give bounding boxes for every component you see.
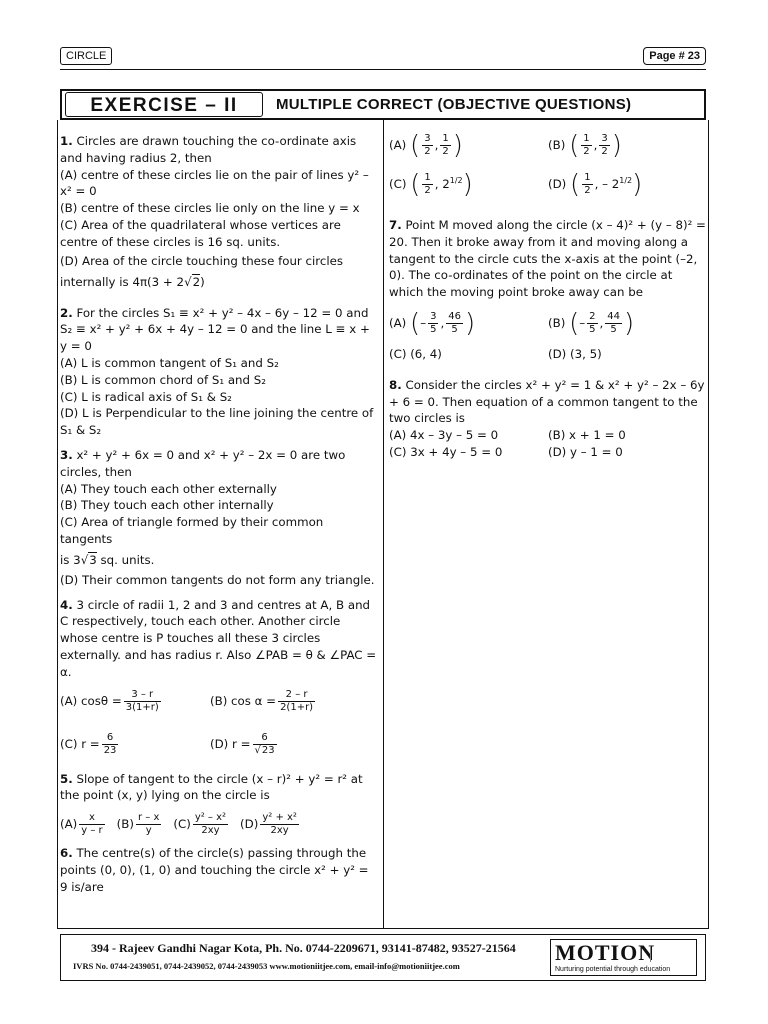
exponent: 1/2: [449, 176, 463, 185]
left-paren: (: [570, 169, 581, 200]
right-paren: ): [611, 130, 622, 161]
option-d: (D) y – 1 = 0: [548, 444, 623, 459]
option-c-continued: [60, 548, 378, 572]
option-d: (D) Their common tangents do not form any triangle.: [60, 572, 375, 587]
denominator: 2: [584, 185, 591, 196]
question-number: 2.: [60, 305, 73, 320]
chapter-label: CIRCLE: [60, 47, 112, 65]
options-grid: [60, 689, 378, 757]
fraction: [136, 812, 161, 837]
numerator: 1: [583, 133, 590, 144]
option-label: (B): [548, 315, 566, 330]
fraction: [446, 311, 463, 336]
denominator: 2: [424, 185, 431, 196]
denominator: 2: [601, 146, 608, 157]
fraction: [422, 172, 432, 197]
left-paren: (: [410, 130, 421, 161]
option-b: (B) They touch each other internally: [60, 498, 274, 513]
option-b: (B) ( $\frac{1}{2}$ , $\frac{3}{2}$ ): [548, 130, 622, 161]
option-a: (A) 4x – 3y – 5 = 0: [389, 428, 499, 443]
denominator: 5: [430, 323, 437, 335]
left-paren: (: [410, 169, 421, 200]
fraction: [422, 133, 432, 158]
option-c-text: is 3: [60, 552, 81, 567]
option-label: (C): [173, 817, 191, 832]
question-8: [389, 377, 707, 461]
option-d-text: (D) Area of the circle touching these four circles internally is 4π(3 + 2: [60, 253, 344, 289]
question-number: 1.: [60, 134, 73, 148]
question-stem: 3 circle of radii 1, 2 and 3 and centres at A, B and C respectively, touch each other. Another circle whose centre is P touches all these 3 circles externally. and has radius r. Also ∠PAB = θ & ∠PAC = α.: [60, 597, 377, 679]
question-number: 5.: [60, 771, 73, 786]
option-c: (C) Area of triangle formed by their common tangents: [60, 515, 324, 546]
option-a: [60, 689, 210, 714]
option-d: [210, 732, 378, 757]
option-b: (B) L is common chord of S₁ and S₂: [60, 372, 266, 387]
options-grid: [389, 308, 707, 363]
question-3: [60, 447, 378, 589]
option-a: (A) ( $\frac{3}{2}$ , $\frac{1}{2}$ ): [389, 130, 463, 161]
content-bottom-rule: [57, 928, 709, 929]
footer: [60, 934, 706, 981]
base: 2: [442, 177, 450, 191]
logo-side-text: [650, 946, 692, 962]
option-d: (D) L is Perpendicular to the line joining the centre of S₁ & S₂: [60, 406, 374, 438]
header-rule: [60, 69, 706, 70]
numerator: 3: [424, 133, 431, 144]
option-label: (A) cosθ =: [60, 693, 122, 708]
question-stem: Slope of tangent to the circle (x – r)² + y² = r² at the point (x, y) lying on the circle is: [60, 771, 363, 803]
denominator: 5: [451, 323, 458, 335]
question-stem: Consider the circles x² + y² = 1 & x² + y² – 2x – 6y + 6 = 0. Then equation of a common tangent to the two circles is: [389, 377, 705, 426]
denominator: y – r: [81, 825, 103, 837]
left-paren: (: [410, 308, 421, 339]
option-label: (A): [389, 138, 407, 152]
fraction: [260, 812, 299, 837]
numerator: 44: [607, 310, 620, 322]
option-label: (A): [60, 817, 78, 832]
option-b: [117, 812, 164, 837]
logo-tagline: Nurturing potential through education: [555, 966, 671, 973]
fraction: [582, 172, 592, 197]
option-d: [240, 812, 301, 837]
exercise-label: EXERCISE – II: [65, 92, 263, 117]
question-stem: For the circles S₁ ≡ x² + y² – 4x – 6y – 12 = 0 and S₂ ≡ x² + y² + 6x + 4y – 12 = 0 and the line L ≡ x + y = 0: [60, 305, 370, 354]
page-number: Page # 23: [643, 47, 706, 65]
numerator: 3: [430, 310, 437, 322]
logo-text: MOTION: [555, 940, 656, 965]
fraction: [124, 689, 161, 714]
numerator: r – x: [137, 812, 160, 824]
fraction: [102, 732, 119, 757]
option-b: (B) x + 1 = 0: [548, 428, 626, 443]
fraction: [79, 812, 104, 837]
option-b: (B) (– $\frac{2}{5}$ , $\frac{44}{5}$ ): [548, 308, 635, 339]
option-d-close: ): [200, 274, 205, 289]
base: – 2: [602, 177, 620, 191]
option-label: (B): [548, 138, 566, 152]
numerator: 1: [584, 172, 591, 183]
denominator: 3(1+r): [125, 701, 159, 713]
right-column: [389, 130, 707, 469]
option-b: (B) centre of these circles lie only on the line y = x: [60, 201, 360, 216]
left-paren: (: [569, 308, 580, 339]
sqrt-symbol: √: [184, 274, 192, 289]
numerator: 46: [448, 310, 461, 322]
option-a: (A) They touch each other externally: [60, 481, 277, 496]
denominator: 2: [424, 146, 431, 157]
option-a: (A) (– $\frac{3}{5}$ , $\frac{46}{5}$ ): [389, 308, 476, 339]
question-stem: Circles are drawn touching the co-ordinate axis and having radius 2, then: [60, 134, 357, 165]
option-label: (B) cos α =: [210, 693, 277, 708]
fraction: [193, 812, 228, 837]
fraction: [587, 311, 597, 336]
denominator: 2: [583, 146, 590, 157]
left-paren: (: [569, 130, 580, 161]
question-stem: The centre(s) of the circle(s) passing through the points (0, 0), (1, 0) and touching the circle x² + y² = 9 is/are: [60, 846, 369, 894]
question-number: 6.: [60, 846, 73, 861]
sqrt-arg: 2: [192, 274, 201, 289]
question-number: 7.: [389, 218, 402, 232]
denominator: 2xy: [201, 825, 220, 837]
footer-contact: IVRS No. 0744-2439051, 0744-2439052, 0744-2439053 www.motioniitjee.com, email-info@motioniitjee.com: [73, 961, 460, 971]
fraction: [599, 133, 609, 158]
option-c: (C) ( $\frac{1}{2}$ , $2^{1/2}$): [389, 169, 473, 200]
footer-address: 394 - Rajeev Gandhi Nagar Kota, Ph. No. 0744-2209671, 93141-87482, 93527-21564: [91, 941, 516, 955]
option-c: (C) L is radical axis of S₁ & S₂: [60, 389, 232, 404]
denominator: y: [145, 825, 152, 837]
denominator: √23: [254, 744, 275, 756]
exponent: 1/2: [619, 176, 633, 185]
option-a: [60, 812, 107, 837]
option-c: [173, 812, 230, 837]
exercise-title: MULTIPLE CORRECT (OBJECTIVE QUESTIONS): [276, 96, 632, 113]
option-c-units: sq. units.: [96, 552, 155, 567]
option-c: (C) Area of the quadrilateral whose vertices are centre of these circles is 16 sq. units.: [60, 217, 341, 249]
numerator: x: [79, 812, 104, 825]
denominator: 2: [442, 146, 449, 157]
right-paren: ): [452, 130, 463, 161]
fraction: [278, 689, 315, 714]
option-label: (D): [240, 817, 259, 832]
option-label: (C) r =: [60, 736, 100, 751]
right-paren: ): [623, 308, 635, 339]
option-label: (B): [116, 817, 134, 832]
question-number: 3.: [60, 447, 73, 462]
denominator: 2(1+r): [280, 701, 314, 713]
question-6-options: [389, 130, 707, 200]
option-a: (A) centre of these circles lie on the pair of lines y² – x² = 0: [60, 167, 369, 199]
option-c: (C) 3x + 4y – 5 = 0: [389, 444, 503, 459]
option-d: [60, 251, 378, 293]
right-paren: ): [462, 169, 473, 200]
question-stem: Point M moved along the circle (x – 4)² + (y – 8)² = 20. Then it broke away from it and moving along a tangent to the circle cuts the x-axis at the point (–2, 0). The co-ordinates of the point on the circle at which the moving point broke away can be: [389, 218, 706, 300]
right-paren: ): [632, 169, 643, 200]
question-6: [60, 845, 378, 895]
denominator: 23: [103, 744, 117, 756]
question-number: 4.: [60, 597, 73, 612]
question-number: 8.: [389, 377, 402, 392]
exercise-bar: [60, 89, 706, 120]
sqrt-arg: 3: [89, 552, 97, 567]
fraction: [581, 133, 591, 158]
fraction: [605, 311, 622, 336]
denominator: 5: [589, 323, 596, 335]
fraction: [253, 732, 277, 757]
fraction: [440, 133, 450, 158]
option-label: (D): [548, 177, 567, 191]
numerator: y² + x²: [262, 812, 297, 824]
question-7: [389, 217, 707, 363]
numerator: 2 – r: [278, 689, 315, 702]
right-paren: ): [464, 308, 476, 339]
column-divider: [383, 120, 384, 928]
option-b: [210, 689, 378, 714]
numerator: 1: [424, 172, 431, 183]
numerator: 1: [442, 133, 449, 144]
question-4: [60, 597, 378, 757]
numerator: y² – x²: [194, 812, 227, 824]
option-c: (C) (6, 4): [389, 346, 442, 361]
sqrt-arg: 23: [261, 744, 275, 756]
question-stem: x² + y² + 6x = 0 and x² + y² – 2x = 0 are two circles, then: [60, 447, 346, 479]
question-2: [60, 305, 378, 439]
numerator: 3: [601, 133, 608, 144]
left-column: [60, 133, 378, 904]
denominator: 5: [610, 323, 617, 335]
numerator: 6: [253, 732, 277, 745]
denominator: 2xy: [270, 825, 289, 837]
fraction: [428, 311, 438, 336]
numerator: 6: [102, 732, 119, 745]
sqrt-symbol: √: [80, 552, 89, 567]
option-d: (D) (3, 5): [548, 346, 602, 361]
question-5: [60, 771, 378, 838]
option-a: (A) L is common tangent of S₁ and S₂: [60, 355, 279, 370]
option-c: [60, 732, 210, 757]
motion-logo: [550, 939, 697, 976]
numerator: 3 – r: [124, 689, 161, 702]
option-label: (C): [389, 177, 407, 191]
option-label: (A): [389, 315, 407, 330]
option-d: (D) ( $\frac{1}{2}$ , – $2^{1/2}$): [548, 169, 643, 200]
option-label: (D) r =: [210, 736, 251, 751]
options-row: [60, 812, 378, 837]
options-grid: [389, 427, 707, 461]
question-1: [60, 133, 378, 293]
numerator: 2: [589, 310, 596, 322]
